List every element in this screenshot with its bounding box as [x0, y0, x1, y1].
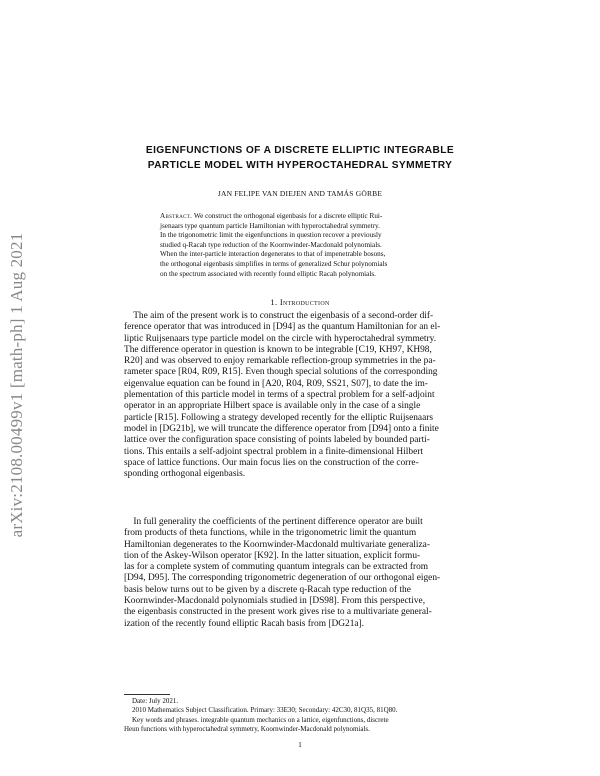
- section-number: 1.: [270, 297, 278, 307]
- paragraph-line: Koornwinder-Macdonald polynomials studied in [DS98]. From this perspective,: [124, 596, 426, 607]
- arxiv-sidebar-stamp: [2, 175, 32, 595]
- paragraph-line: eigenvalue equation can be found in [A20, R04, R09, SS21, S07], to date the im-: [124, 378, 428, 389]
- abstract-line-1: Abstract. We construct the orthogonal eigenbasis for a discrete elliptic Rui-: [160, 212, 383, 220]
- title-line-2: PARTICLE MODEL WITH HYPEROCTAHEDRAL SYMMETRY: [147, 160, 453, 171]
- abstract-line-4: studied q-Racah type reduction of the Koornwinder-Macdonald polynomials.: [160, 240, 382, 249]
- paragraph-line: the eigenbasis constructed in the present work gives rise to a multivariate general-: [124, 607, 432, 618]
- paragraph-line: sponding orthogonal eigenbasis.: [124, 469, 246, 480]
- paragraph-line: The aim of the present work is to construct the eigenbasis of a second-order dif-: [124, 311, 434, 321]
- paragraph-line: plementation of this particle model in terms of a spectral problem for a self-adjoint: [124, 390, 435, 401]
- footnote-rule: [124, 694, 170, 695]
- paragraph-2: [124, 517, 474, 630]
- paragraph-line: particle [R15]. Following a strategy developed recently for the elliptic Ruijsenaars: [124, 412, 434, 423]
- section-heading: [90, 297, 510, 307]
- paragraph-line: Hamiltonian degenerates to the Koornwinder-Macdonald multivariate generaliza-: [124, 539, 430, 550]
- paragraph-line: liptic Ruijsenaars type particle model on the circle with hyperoctahedral symmetry.: [124, 333, 437, 344]
- paragraph-line: operator in an appropriate Hilbert space is available only in the case of a single: [124, 401, 421, 412]
- abstract-line-3: In the trigonometric limit the eigenfunctions in question recover a previously: [160, 231, 382, 240]
- paragraph-line: In full generality the coefficients of the pertinent difference operator are built: [124, 517, 423, 527]
- paragraph-line: rameter space [R04, R09, R15]. Even though special solutions of the corresponding: [124, 367, 438, 378]
- section-title: Introduction: [279, 297, 330, 307]
- paragraph-line: [D94, D95]. The corresponding trigonometric degeneration of our orthogonal eigen-: [124, 573, 441, 584]
- paragraph-line: tion of the Askey-Wilson operator [K92]. In the latter situation, explicit formu-: [124, 550, 421, 561]
- paragraph-line: ference operator that was introduced in [D94] as the quantum Hamiltonian for an el-: [124, 322, 441, 333]
- arxiv-identifier: arXiv:2108.00499v1 [math-ph] 1 Aug 2021: [7, 232, 26, 538]
- footnote-keywords-1: Key words and phrases. integrable quantum mechanics on a lattice, eigenfunctions, discrete: [132, 715, 389, 724]
- page-number: 1: [298, 740, 302, 749]
- paper-title: [90, 143, 510, 173]
- footnote-msc: 2010 Mathematics Subject Classification. Primary: 33E30; Secondary: 42C30, 81Q35, 81Q80.: [132, 706, 398, 715]
- footnote-date: Date: July 2021.: [132, 697, 179, 705]
- abstract: [160, 212, 452, 279]
- paragraph-line: from products of theta functions, while in the trigonometric limit the quantum: [124, 528, 417, 539]
- paper-authors: JAN FELIPE VAN DIEJEN AND TAMÁS GÖRBE: [217, 189, 383, 198]
- paragraph-line: ization of the recently found elliptic Racah basis from [DG21a].: [124, 618, 365, 629]
- paragraph-line: R20] and was observed to enjoy remarkable reflection-group symmetries in the pa-: [124, 356, 436, 367]
- paragraph-line: las for a complete system of commuting quantum integrals can be extracted from: [124, 562, 429, 573]
- abstract-line-6: the orthogonal eigenbasis simplifies in terms of generalized Schur polynomials: [160, 259, 388, 268]
- paragraph-line: tions. This entails a self-adjoint spectral problem in a finite-dimensional Hilbert: [124, 446, 423, 457]
- title-line-1: EIGENFUNCTIONS OF A DISCRETE ELLIPTIC INTEGRABLE: [145, 145, 455, 156]
- paragraph-line: basis below turns out to be given by a discrete q-Racah type reduction of the: [124, 584, 411, 595]
- footnotes: [124, 697, 474, 735]
- paragraph-line: The difference operator in question is known to be integrable [C19, KH97, KH98,: [124, 344, 432, 355]
- paragraph-line: model in [DG21b], we will truncate the difference operator from [D94] onto a finite: [124, 423, 439, 434]
- abstract-line-7: on the spectrum associated with recently found elliptic Racah polynomials.: [160, 269, 376, 278]
- abstract-line-2: jsenaars type quantum particle Hamiltonian with hyperoctahedral symmetry.: [160, 221, 380, 230]
- footnote-keywords-2: Heun functions with hyperoctahedral symmetry, Koornwinder-Macdonald polynomials.: [124, 725, 370, 734]
- paragraph-line: lattice over the configuration space consisting of points labeled by bounded parti-: [124, 435, 430, 446]
- paragraph-1: [124, 311, 474, 480]
- abstract-line-5: When the inter-particle interaction degenerates to that of impenetrable bosons,: [160, 250, 386, 259]
- paragraph-line: space of lattice functions. Our main focus lies on the construction of the corre-: [124, 457, 419, 468]
- abstract-label: Abstract.: [160, 212, 193, 220]
